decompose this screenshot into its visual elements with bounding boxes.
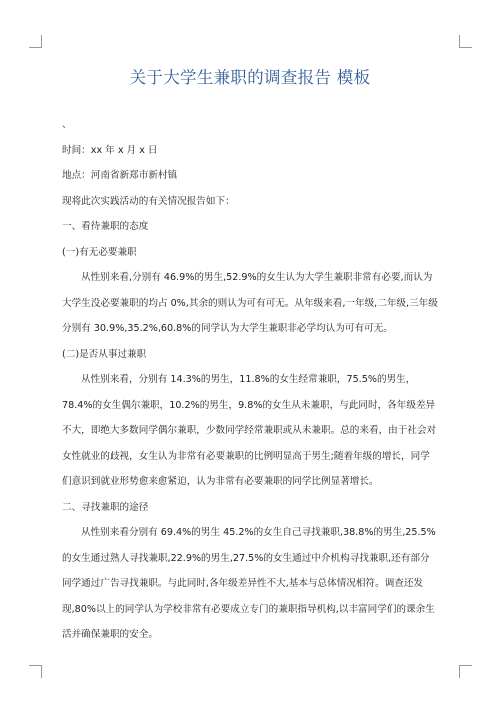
tick-mark: 、 [62,119,72,130]
paragraph-experience: 从性别来看，分别有 14.3%的男生，11.8%的女生经常兼职，75.5%的男生，78.4%的女生偶尔兼职，10.2%的男生，9.8%的女生从未兼职，与此同时，各年级差异不大，即绝大多数同学偶尔兼职，少数同学经常兼职或从未兼职。总的来看，由于社会对女性就业的歧视，女生认为非常有必要兼职的比例明显高于男生;随着年级的增长，同学们意识到就业形势愈来愈紧迫，认为非常有必要兼职的同学比例显著增长。 [62,374,437,487]
location-line: 地点：河南省新郑市新村镇 [62,170,178,181]
subheading-experience: (二)是否从事过兼职 [62,348,147,360]
document-title: 关于大学生兼职的调查报告 模板 [129,68,371,87]
crop-mark-bottom-left [29,665,42,678]
section-heading-channels: 二、寻找兼职的途径 [62,501,149,513]
section-heading-attitude: 一、看待兼职的态度 [62,221,149,232]
paragraph-necessity: 从性别来看,分别有 46.9%的男生,52.9%的女生认为大学生兼职非常有必要,而认为大学生没必要兼职的均占 0%,其余的则认为可有可无。从年级来看,一年级,二年级,三年级分别有 30.9%,35.2%,60.8%的同学认为大学生兼职非必学均认为可有可无。 [62,272,438,334]
document-body [62,112,438,648]
crop-mark-top-left [29,35,42,48]
paragraph-channels: 从性别来看分别有 69.4%的男生 45.2%的女生自己寻找兼职,38.8%的男生,25.5%的女生通过熟人寻找兼职,22.9%的男生,27.5%的女生通过中介机构寻找兼职,还有部分同学通过广告寻找兼职。与此同时,各年级差异性不大,基本与总体情况相符。调查还发现,80%以上的同学认为学校非常有必要成立专门的兼职指导机构,以丰富同学们的课余生活并确保兼职的安全。 [62,527,436,640]
crop-mark-top-right [459,35,472,48]
time-line: 时间：xx 年 x 月 x 日 [62,144,158,156]
intro-line: 现将此次实践活动的有关情况报告如下： [62,195,235,207]
subheading-necessity: (一)有无必要兼职 [62,246,137,258]
crop-mark-bottom-right [459,665,472,678]
